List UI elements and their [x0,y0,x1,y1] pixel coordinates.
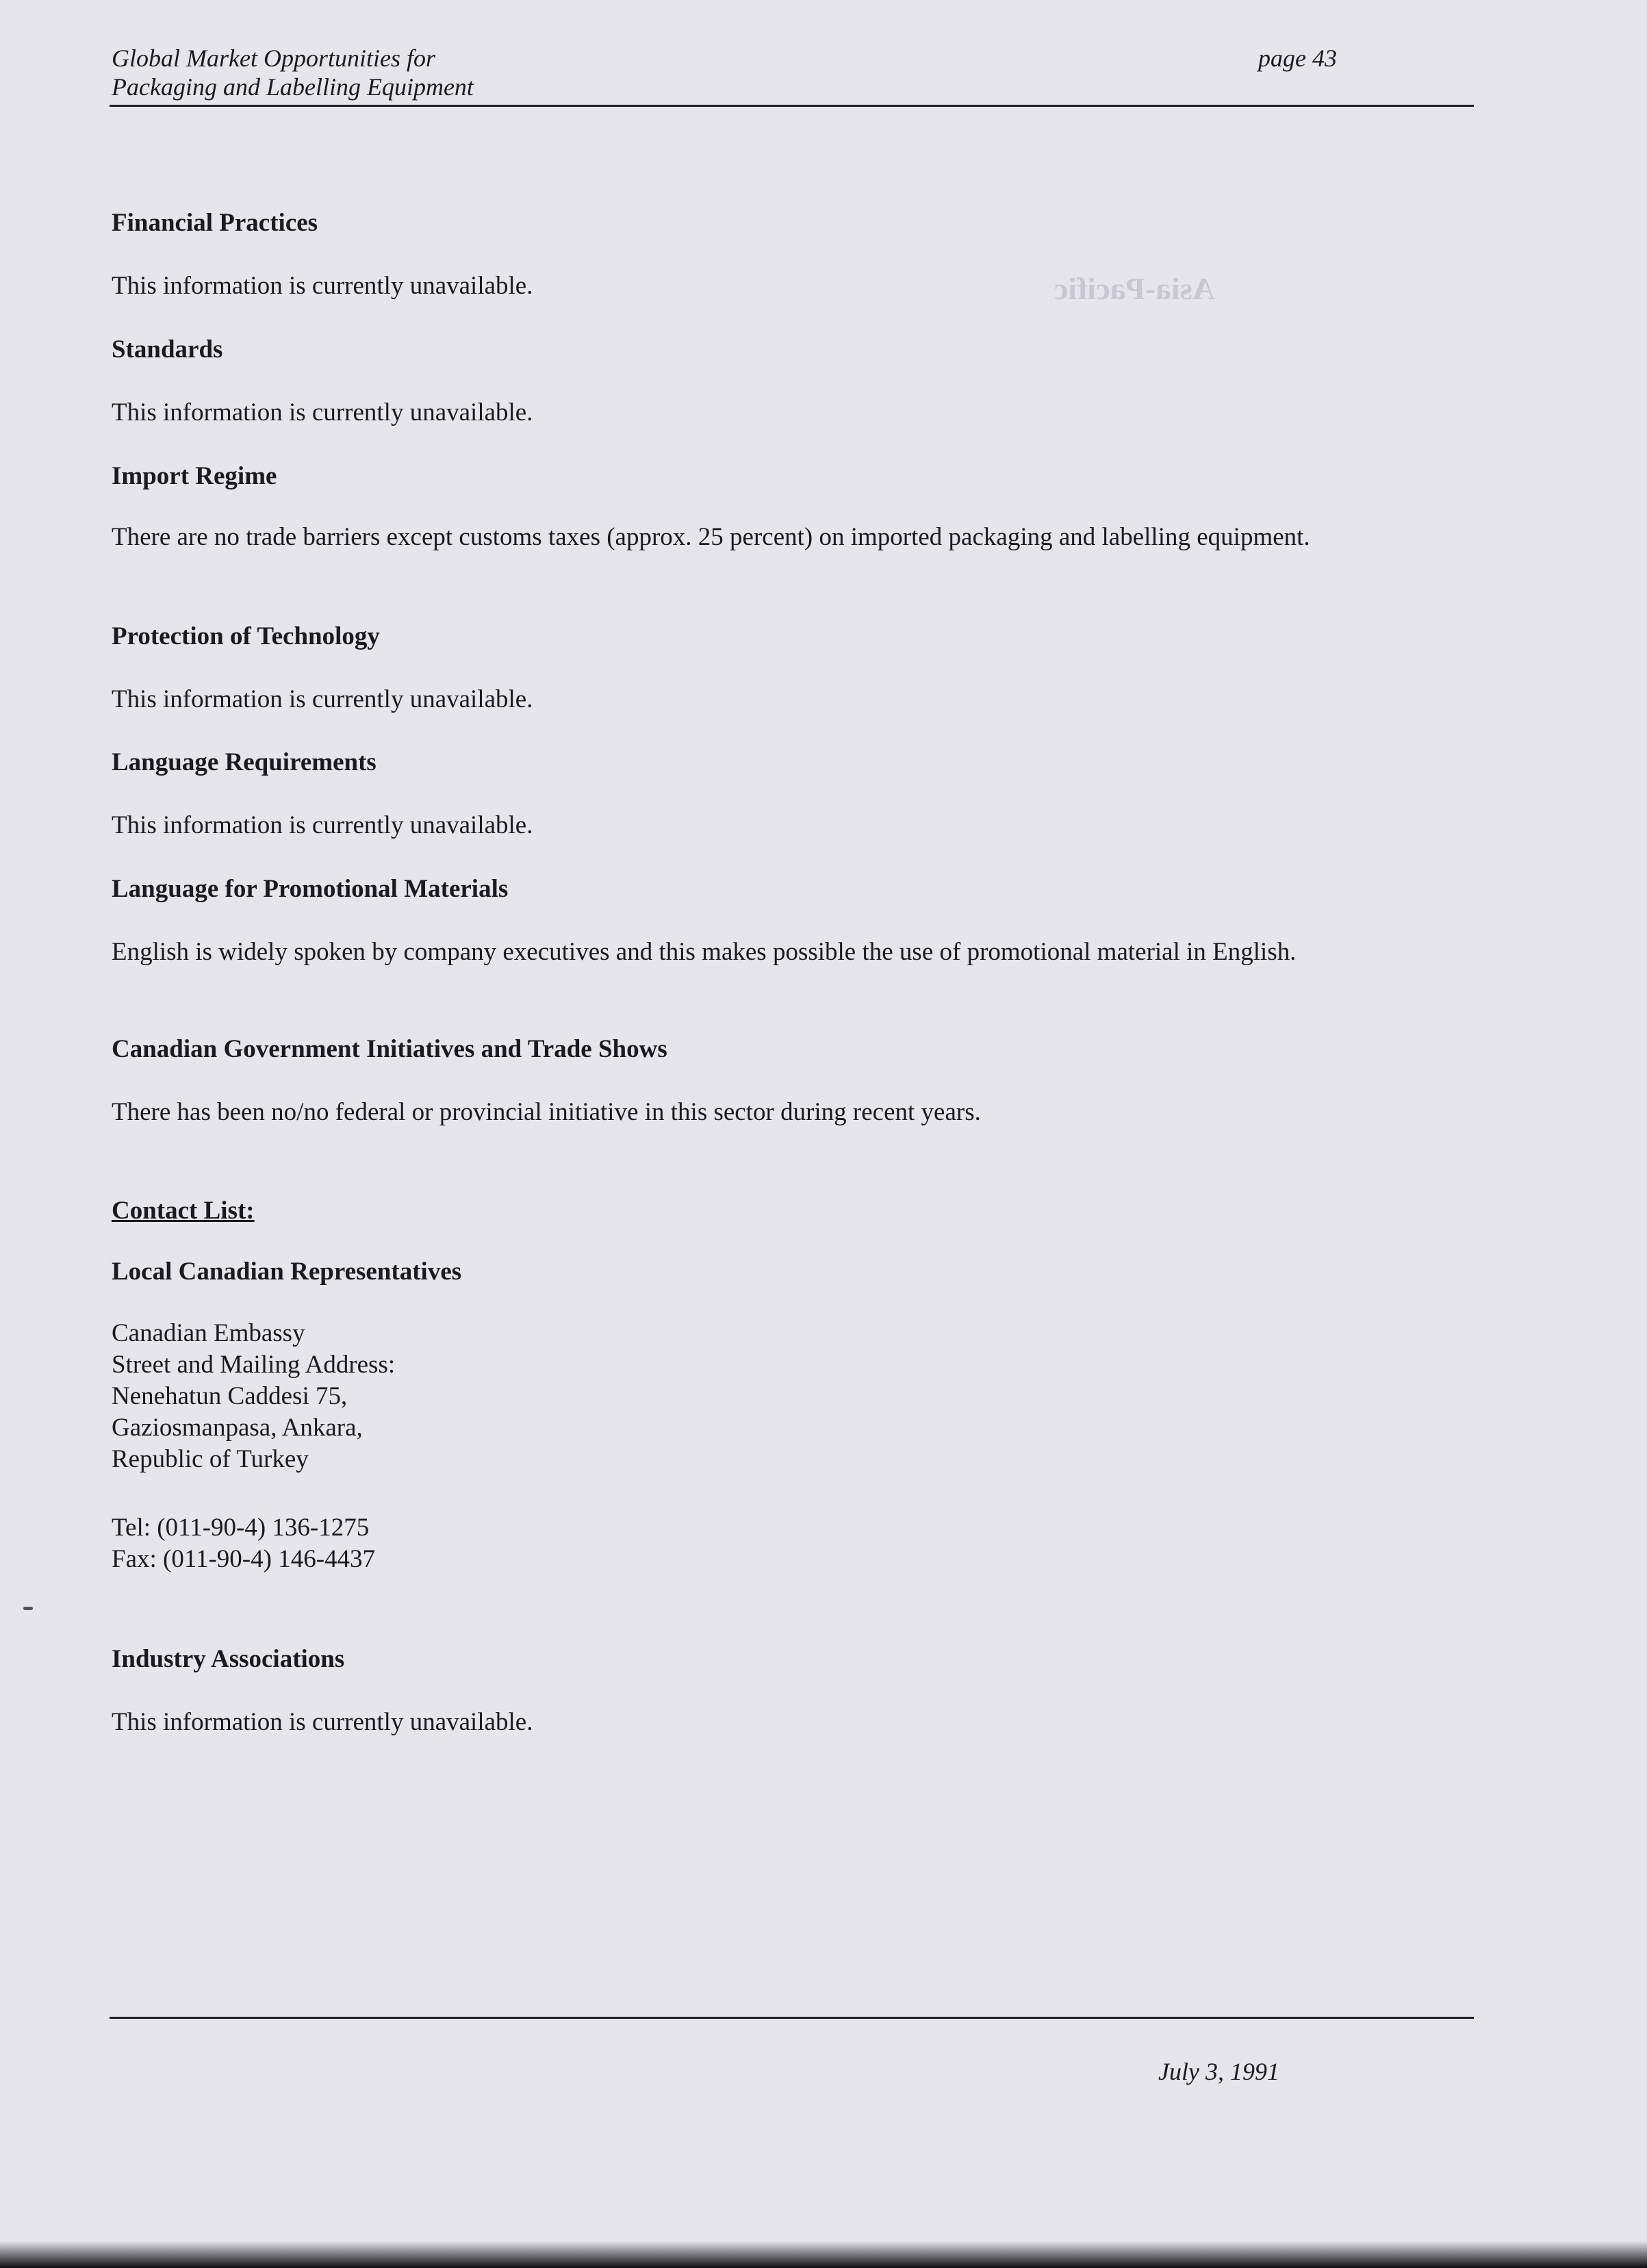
bleed-through-text: Asia-Pacific [1054,271,1216,306]
fax-number: Fax: (011-90-4) 146-4437 [112,1545,376,1573]
address-line: Street and Mailing Address: [112,1351,396,1379]
embassy-address [112,1318,1453,1475]
page-number: page 43 [1258,44,1337,72]
text-government-initiatives: There has been no/no federal or provincial initiative in this sector during recent years. [112,1098,981,1126]
text-financial-practices: This information is currently unavailable. [112,272,533,300]
footer-date: July 3, 1991 [1158,2058,1279,2085]
text-industry-associations: This information is currently unavailable. [112,1708,533,1736]
address-line: Republic of Turkey [112,1445,309,1473]
heading-promotional-materials: Language for Promotional Materials [112,875,509,903]
text-standards: This information is currently unavailable. [112,398,533,426]
heading-financial-practices: Financial Practices [112,209,318,237]
header-title [112,44,474,101]
scan-bottom-edge [0,2241,1647,2268]
telephone-number: Tel: (011-90-4) 136-1275 [112,1514,370,1542]
text-import-regime: There are no trade barriers except customs taxes (approx. 25 percent) on imported packaging and labelling equipment. [112,523,1310,551]
address-line: Nenehatun Caddesi 75, [112,1382,348,1410]
heading-local-representatives: Local Canadian Representatives [112,1258,462,1286]
heading-contact-list: Contact List: [112,1197,255,1225]
scan-speck [23,1607,33,1610]
address-line: Gaziosmanpasa, Ankara, [112,1414,363,1442]
header-title-line1: Global Market Opportunities for [112,44,435,72]
heading-government-initiatives: Canadian Government Initiatives and Trade Shows [112,1035,667,1063]
heading-language-requirements: Language Requirements [112,748,376,776]
address-line: Canadian Embassy [112,1319,305,1347]
text-language-requirements: This information is currently unavailable. [112,811,533,839]
heading-standards: Standards [112,335,223,364]
header-rule [110,105,1474,107]
footer-rule [110,2017,1474,2019]
contact-phone-block [112,1512,1453,1575]
heading-industry-associations: Industry Associations [112,1645,345,1673]
heading-protection-of-technology: Protection of Technology [112,622,380,650]
header-title-line2: Packaging and Labelling Equipment [112,73,474,101]
text-promotional-materials: English is widely spoken by company executives and this makes possible the use of promotional material in English. [112,938,1297,966]
heading-import-regime: Import Regime [112,462,277,490]
text-protection-of-technology: This information is currently unavailable. [112,685,533,713]
